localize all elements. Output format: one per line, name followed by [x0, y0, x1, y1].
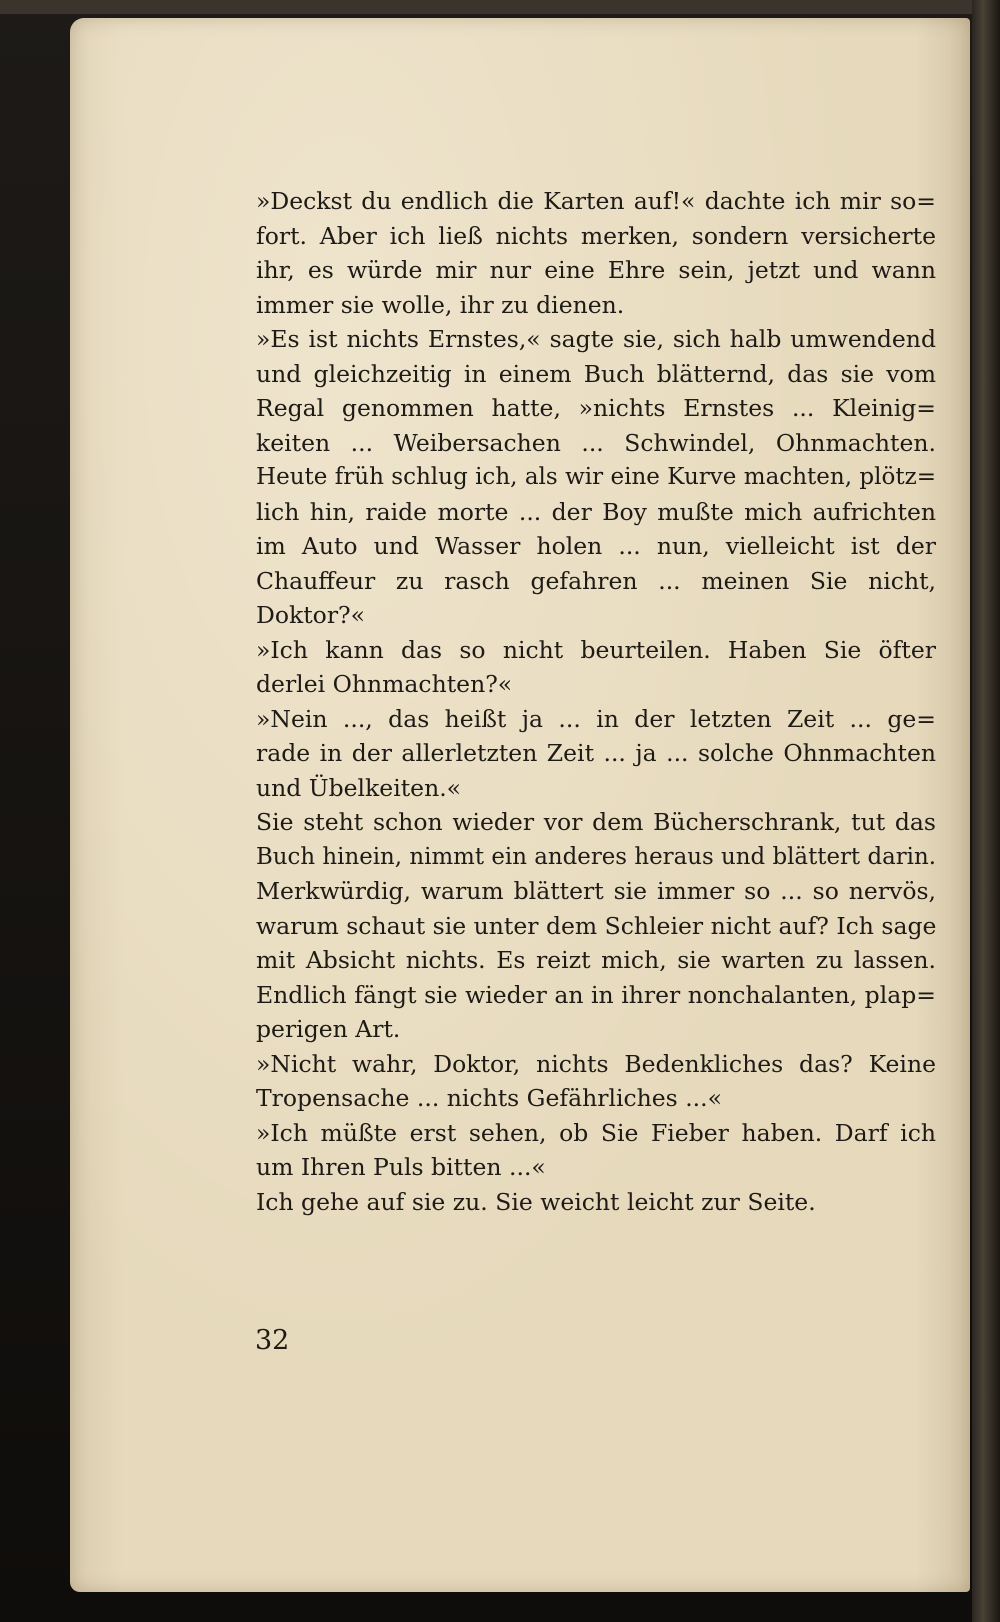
text-line: »Nein ..., das heißt ja ... in der letzten Zeit ... ge=: [256, 704, 936, 733]
text-line: um Ihren Puls bitten ...«: [256, 1153, 546, 1181]
text-line: »Deckst du endlich die Karten auf!« dachte ich mir so=: [256, 187, 936, 215]
text-line: und gleichzeitig in einem Buch blätternd, das sie vom: [256, 359, 936, 388]
text-line: lich hin, raide morte ... der Boy mußte mich aufrichten: [256, 497, 936, 526]
text-line: »Ich müßte erst sehen, ob Sie Fieber haben. Darf ich: [256, 1118, 936, 1147]
text-line: rade in der allerletzten Zeit ... ja ... solche Ohnmachten: [256, 739, 936, 767]
scan-top-edge: [0, 0, 1000, 14]
text-line: »Ich kann das so nicht beurteilen. Haben Sie öfter: [256, 635, 936, 664]
text-line: Doktor?«: [256, 601, 366, 629]
text-line: »Nicht wahr, Doktor, nichts Bedenkliches das? Keine: [256, 1049, 936, 1078]
text-line: Ich gehe auf sie zu. Sie weicht leicht zur Seite.: [256, 1187, 816, 1216]
text-line: immer sie wolle, ihr zu dienen.: [256, 290, 625, 319]
text-line: Endlich fängt sie wieder an in ihrer nonchalanten, plap=: [256, 980, 936, 1009]
text-line: fort. Aber ich ließ nichts merken, sondern versicherte: [256, 221, 936, 250]
page-text: [256, 184, 936, 1219]
text-line: Heute früh schlug ich, als wir eine Kurve machten, plötz=: [256, 464, 936, 490]
text-line: im Auto und Wasser holen ... nun, vielleicht ist der: [256, 532, 936, 560]
text-line: ihr, es würde mir nur eine Ehre sein, jetzt und wann: [256, 256, 936, 284]
page-number: 32: [255, 1325, 290, 1356]
book-spine-edge: [972, 0, 1000, 1622]
text-line: Tropensache ... nichts Gefährliches ...«: [256, 1084, 722, 1112]
text-line: perigen Art.: [256, 1015, 401, 1043]
text-line: derlei Ohnmachten?«: [256, 670, 513, 698]
text-line: »Es ist nichts Ernstes,« sagte sie, sich halb umwendend: [256, 325, 936, 353]
text-line: Chauffeur zu rasch gefahren ... meinen Sie nicht,: [256, 566, 936, 595]
text-line: keiten ... Weibersachen ... Schwindel, Ohnmachten.: [256, 428, 936, 457]
text-line: Sie steht schon wieder vor dem Bücherschrank, tut das: [256, 808, 936, 836]
text-line: mit Absicht nichts. Es reizt mich, sie warten zu lassen.: [256, 946, 936, 974]
text-line: Buch hinein, nimmt ein anderes heraus und blättert darin.: [256, 843, 936, 870]
text-line: Regal genommen hatte, »nichts Ernstes ... Kleinig=: [256, 394, 936, 422]
text-line: und Übelkeiten.«: [256, 773, 462, 802]
text-line: Merkwürdig, warum blättert sie immer so ... so nervös,: [256, 877, 936, 905]
text-line: warum schaut sie unter dem Schleier nicht auf? Ich sage: [256, 911, 936, 940]
